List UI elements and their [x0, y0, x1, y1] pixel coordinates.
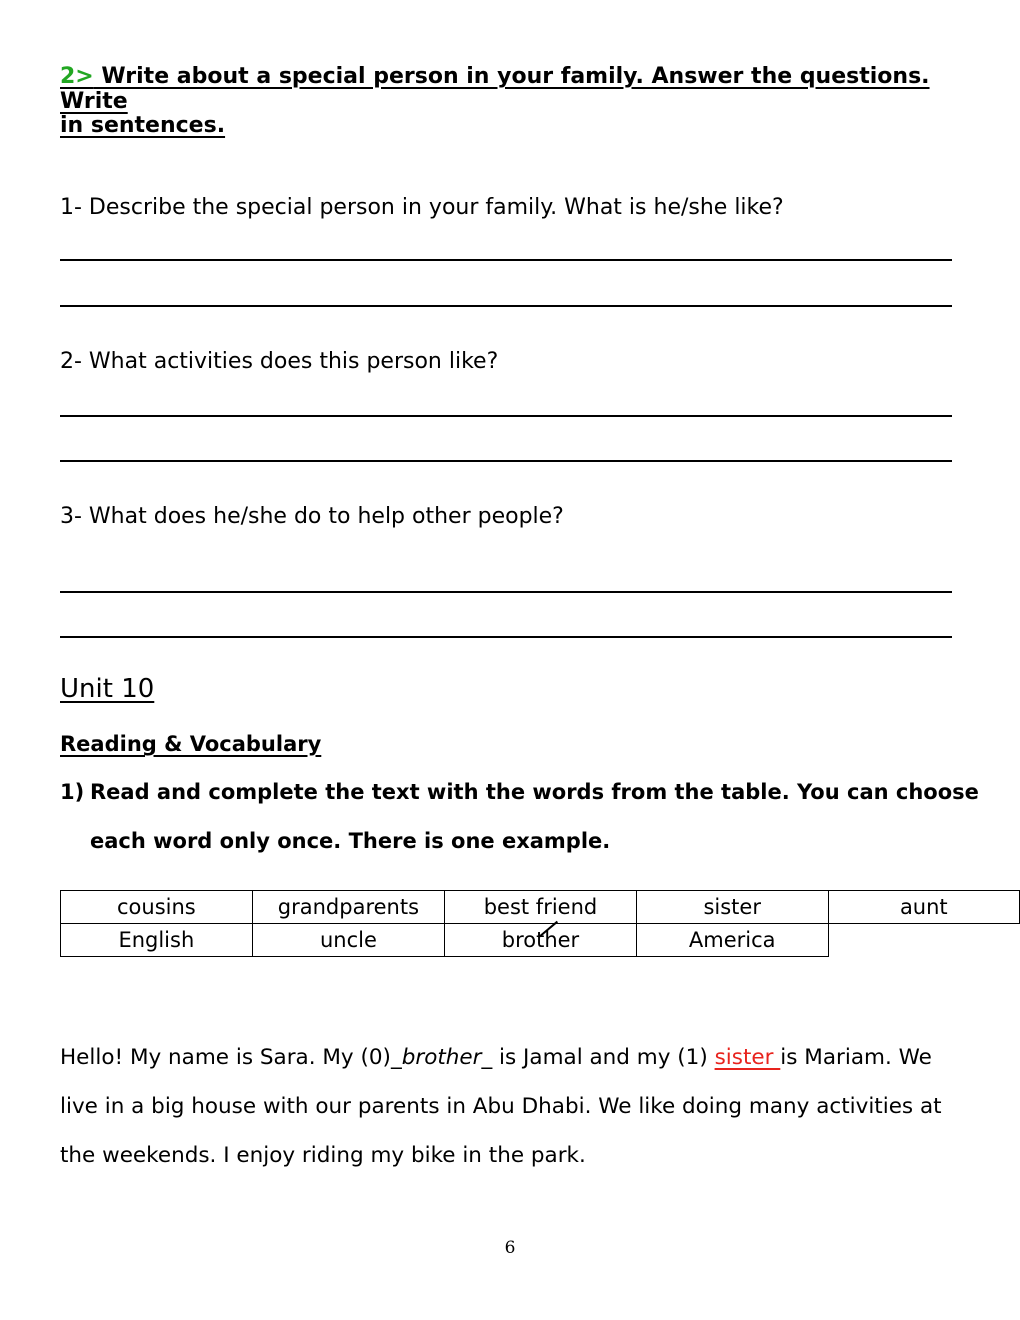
table-row — [61, 891, 1020, 924]
answer-line[interactable] — [60, 636, 952, 638]
question-1: 1- Describe the special person in your family. What is he/she like? — [60, 195, 784, 220]
passage-text: is Mariam. We — [780, 1045, 932, 1070]
unit-title: Unit 10 — [60, 674, 155, 704]
instruction-line-2: each word only once. There is one example. — [90, 829, 611, 853]
word-table — [60, 890, 1020, 957]
word-cell-used — [445, 924, 637, 957]
word-cell: English — [61, 924, 253, 957]
instruction-line-1: Read and complete the text with the words from the table. You can choose — [90, 780, 979, 804]
word-cell: best friend — [445, 891, 637, 924]
passage-line-1 — [60, 1033, 965, 1082]
passage-line-3: the weekends. I enjoy riding my bike in the park. — [60, 1143, 586, 1168]
example-answer: brother — [401, 1045, 482, 1070]
answer-line[interactable] — [60, 259, 952, 261]
answer-line[interactable] — [60, 460, 952, 462]
passage-text: Hello! My name is Sara. My (0)_ — [60, 1045, 402, 1070]
instruction-number: 1) — [60, 780, 85, 804]
answer-line[interactable] — [60, 305, 952, 307]
used-word-text: brother — [501, 928, 580, 952]
unit-subtitle: Reading & Vocabulary — [60, 732, 322, 756]
answer-1[interactable]: sister — [714, 1045, 781, 1070]
passage — [60, 1033, 965, 1180]
answer-line[interactable] — [60, 415, 952, 417]
word-cell: sister — [636, 891, 828, 924]
section-2-heading — [60, 64, 960, 114]
word-cell: cousins — [61, 891, 253, 924]
word-cell: aunt — [828, 891, 1019, 924]
question-3: 3- What does he/she do to help other people? — [60, 504, 564, 529]
used-word — [502, 928, 579, 952]
page-number: 6 — [504, 1238, 516, 1258]
word-cell: uncle — [252, 924, 444, 957]
section-title-line-1: Write about a special person in your family. Answer the questions. Write — [60, 64, 930, 114]
word-cell: America — [636, 924, 828, 957]
section-number: 2> — [60, 64, 94, 89]
answer-line[interactable] — [60, 591, 952, 593]
passage-line-2: live in a big house with our parents in Abu Dhabi. We like doing many activities at — [60, 1094, 942, 1119]
passage-text: _ is Jamal and my (1) — [481, 1045, 715, 1070]
table-row — [61, 924, 1020, 957]
empty-cell — [828, 924, 1019, 957]
section-title-line-2: in sentences. — [60, 113, 226, 138]
question-2: 2- What activities does this person like? — [60, 349, 499, 374]
word-cell: grandparents — [252, 891, 444, 924]
